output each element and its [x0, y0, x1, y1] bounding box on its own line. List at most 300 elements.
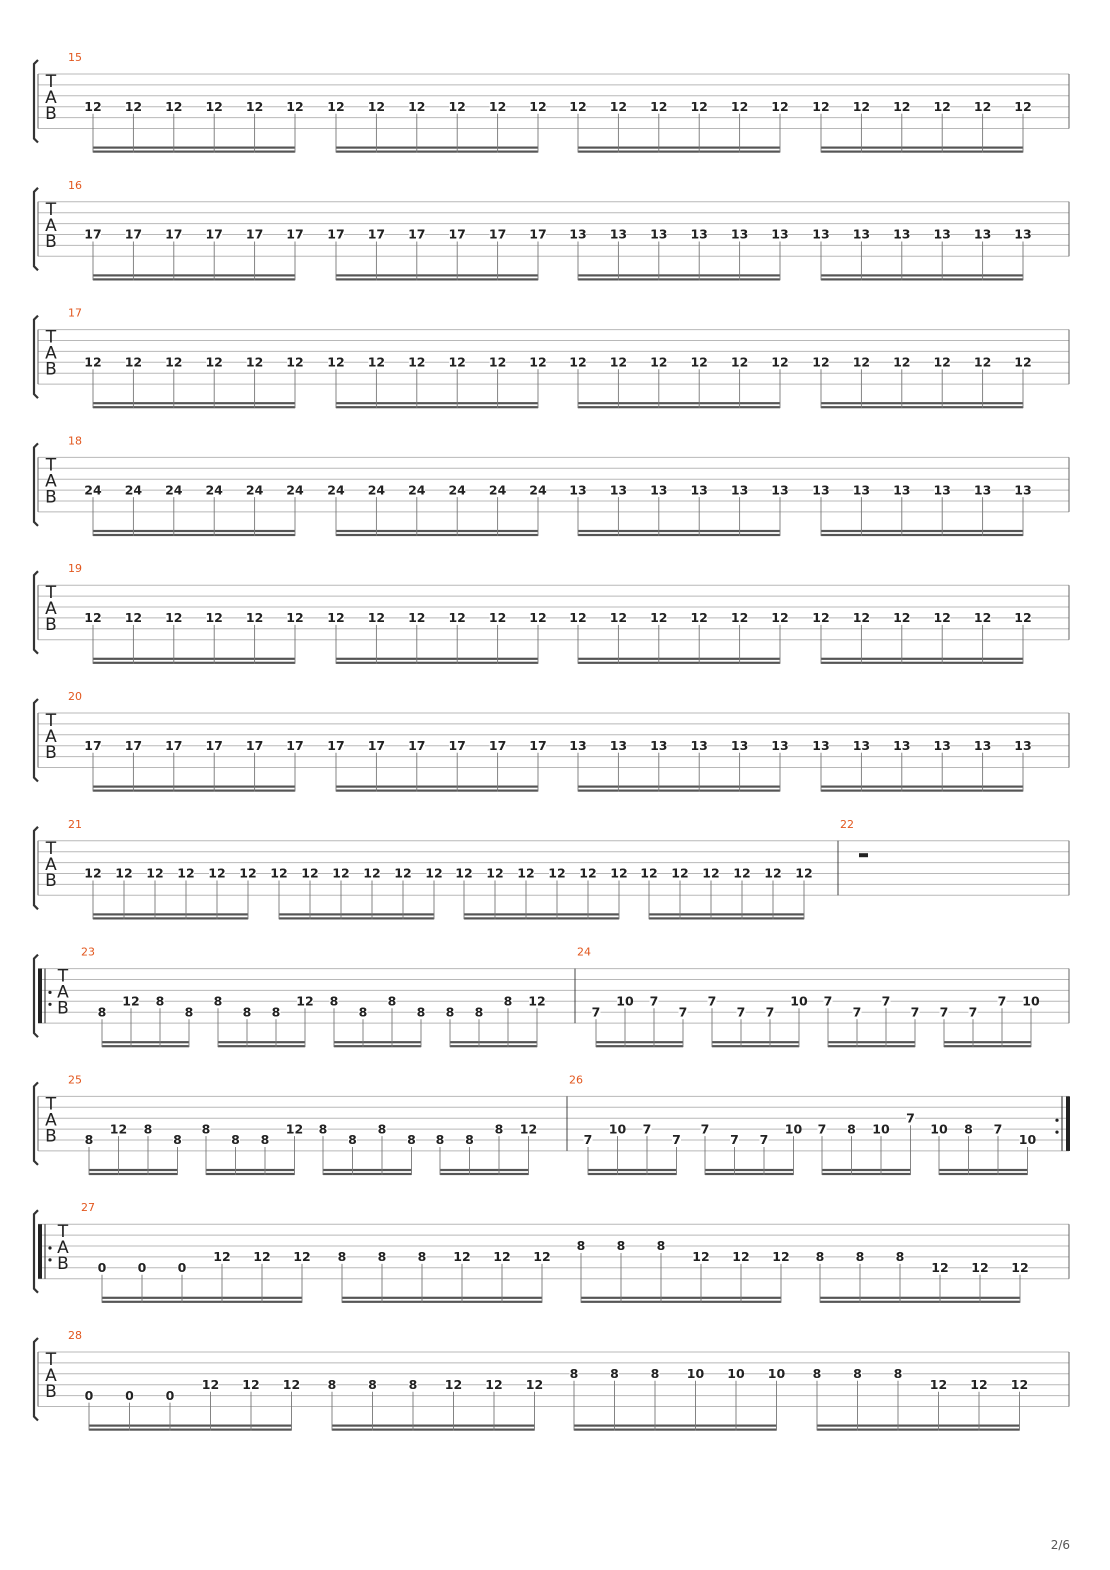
tab-clef-letter: B — [45, 743, 57, 763]
fret-number: 17 — [245, 226, 264, 242]
fret-number: 7 — [817, 1121, 827, 1137]
beam — [102, 1041, 189, 1043]
fret-number: 13 — [650, 737, 668, 753]
beam — [336, 278, 538, 280]
fret-number: 7 — [707, 993, 717, 1009]
fret-number: 12 — [812, 354, 830, 370]
beam — [332, 1429, 535, 1431]
beam — [89, 1173, 178, 1175]
beam — [336, 790, 538, 792]
fret-number: 12 — [690, 354, 708, 370]
fret-number: 8 — [271, 1004, 281, 1020]
beam — [705, 1169, 794, 1171]
tab-clef-letter: T — [45, 72, 57, 92]
fret-number: 13 — [852, 482, 871, 498]
fret-number: 8 — [616, 1238, 626, 1254]
fret-number: 12 — [205, 98, 223, 114]
tab-clef-letter: A — [45, 854, 57, 875]
fret-number: 12 — [448, 610, 466, 626]
tab-clef-letter: B — [45, 615, 57, 636]
fret-number: 12 — [690, 610, 708, 626]
fret-number: 12 — [795, 865, 813, 881]
fret-number: 0 — [177, 1260, 187, 1275]
fret-number: 12 — [408, 98, 426, 114]
fret-number: 12 — [444, 1376, 463, 1392]
tab-system — [34, 1073, 1070, 1175]
tab-clef-letter: B — [57, 1254, 69, 1275]
fret-number: 12 — [245, 610, 264, 626]
beam — [939, 1169, 1028, 1171]
fret-number: 13 — [650, 482, 668, 498]
repeat-dot — [1055, 1131, 1058, 1134]
fret-number: 7 — [997, 993, 1007, 1009]
fret-number: 8 — [213, 993, 223, 1009]
fret-number: 12 — [296, 993, 314, 1009]
fret-number: 24 — [245, 482, 264, 498]
system-bracket-icon — [34, 955, 38, 1038]
fret-number: 8 — [855, 1249, 865, 1265]
beam — [440, 1169, 529, 1171]
beam — [588, 1173, 677, 1175]
fret-number: 12 — [488, 610, 507, 626]
fret-number: 17 — [165, 737, 183, 753]
fret-number: 12 — [650, 610, 668, 626]
beam — [89, 1425, 292, 1427]
beam — [821, 278, 1023, 280]
fret-number: 7 — [583, 1132, 593, 1148]
fret-number: 7 — [678, 1004, 688, 1020]
fret-number: 12 — [488, 98, 507, 114]
fret-number: 7 — [672, 1132, 681, 1148]
beam — [450, 1045, 537, 1047]
measure-number: 16 — [68, 178, 82, 192]
fret-number: 13 — [852, 737, 871, 753]
fret-number: 12 — [1014, 98, 1032, 114]
fret-number: 24 — [488, 482, 507, 498]
fret-number: 8 — [408, 1376, 418, 1392]
fret-number: 24 — [286, 482, 304, 498]
beam — [93, 147, 295, 149]
beam — [705, 1173, 794, 1175]
fret-number: 8 — [173, 1132, 182, 1148]
beam — [336, 151, 538, 153]
fret-number: 13 — [893, 482, 911, 498]
beam — [334, 1041, 421, 1043]
tab-clef-letter: T — [57, 966, 69, 987]
fret-number: 12 — [253, 1249, 271, 1265]
fret-number: 0 — [137, 1260, 147, 1275]
beam — [279, 917, 434, 919]
fret-number: 8 — [893, 1366, 903, 1381]
fret-number: 8 — [377, 1249, 387, 1265]
fret-number: 7 — [852, 1004, 862, 1020]
beam — [578, 662, 780, 664]
fret-number: 12 — [327, 610, 345, 626]
fret-number: 7 — [736, 1004, 746, 1020]
beam — [578, 402, 780, 404]
fret-number: 13 — [569, 482, 587, 498]
fret-number: 12 — [425, 865, 443, 881]
fret-number: 8 — [184, 1004, 194, 1020]
beam — [102, 1045, 189, 1047]
fret-number: 13 — [933, 737, 951, 753]
fret-number: 12 — [367, 98, 386, 114]
fret-number: 13 — [690, 226, 708, 242]
beam — [828, 1041, 915, 1043]
fret-number: 8 — [650, 1366, 660, 1381]
measure-number: 25 — [68, 1073, 82, 1087]
fret-number: 17 — [448, 737, 466, 753]
fret-number: 12 — [929, 1376, 948, 1392]
fret-number: 12 — [671, 865, 689, 881]
fret-number: 12 — [812, 98, 830, 114]
fret-number: 13 — [730, 737, 749, 753]
repeat-dot — [48, 1246, 51, 1249]
beam — [822, 1169, 911, 1171]
beam — [93, 662, 295, 664]
tab-clef-letter: B — [45, 1126, 57, 1147]
tab-clef-letter: T — [45, 199, 57, 220]
tab-clef-letter: T — [45, 838, 57, 859]
tab-clef-letter: B — [45, 1382, 57, 1402]
fret-number: 12 — [486, 865, 504, 881]
fret-number: 12 — [488, 354, 507, 370]
fret-number: 13 — [650, 226, 668, 242]
fret-number: 12 — [519, 1121, 538, 1137]
fret-number: 12 — [453, 1249, 471, 1265]
fret-number: 8 — [242, 1004, 252, 1020]
system-bracket-icon — [34, 1338, 38, 1421]
tab-system — [34, 1329, 1069, 1431]
beam — [821, 786, 1023, 788]
fret-number: 17 — [367, 737, 386, 753]
fret-number: 17 — [488, 737, 507, 753]
tab-system — [34, 1201, 1069, 1303]
fret-number: 8 — [260, 1132, 270, 1148]
beam — [206, 1173, 295, 1175]
fret-number: 12 — [177, 865, 195, 881]
fret-number: 12 — [124, 98, 143, 114]
beam — [578, 534, 780, 536]
fret-number: 12 — [301, 865, 319, 881]
beam — [578, 658, 780, 660]
fret-number: 8 — [494, 1121, 504, 1137]
fret-number: 10 — [616, 993, 634, 1009]
tab-clef-letter: A — [45, 599, 57, 620]
fret-number: 12 — [933, 610, 951, 626]
fret-number: 12 — [529, 354, 547, 370]
repeat-start-icon — [38, 1224, 42, 1279]
fret-number: 12 — [579, 865, 597, 881]
fret-number: 12 — [973, 354, 992, 370]
fret-number: 12 — [448, 354, 466, 370]
fret-number: 24 — [165, 482, 183, 498]
repeat-dot — [48, 1258, 51, 1261]
fret-number: 8 — [348, 1132, 357, 1148]
tab-clef-letter: T — [45, 583, 57, 604]
tab-clef-letter: B — [45, 359, 57, 380]
beam — [944, 1045, 1031, 1047]
fret-number: 12 — [569, 354, 587, 370]
fret-number: 0 — [125, 1387, 134, 1403]
fret-number: 8 — [97, 1004, 107, 1020]
fret-number: 12 — [367, 610, 386, 626]
fret-number: 10 — [784, 1121, 803, 1137]
tab-system — [34, 307, 1069, 409]
system-bracket-icon — [34, 188, 38, 270]
fret-number: 12 — [84, 865, 102, 881]
fret-number: 12 — [208, 865, 226, 881]
system-bracket-icon — [34, 1210, 38, 1293]
fret-number: 13 — [852, 226, 871, 242]
beam — [939, 1173, 1028, 1175]
beam — [588, 1169, 677, 1171]
fret-number: 12 — [332, 865, 350, 881]
tab-system — [34, 179, 1069, 281]
fret-number: 12 — [109, 1121, 128, 1137]
fret-number: 12 — [893, 354, 911, 370]
fret-number: 10 — [872, 1121, 890, 1137]
fret-number: 12 — [270, 865, 288, 881]
fret-number: 7 — [642, 1121, 652, 1137]
fret-number: 8 — [407, 1132, 416, 1148]
fret-number: 8 — [84, 1132, 94, 1148]
fret-number: 12 — [852, 98, 871, 114]
fret-number: 13 — [569, 226, 587, 242]
fret-number: 8 — [895, 1249, 905, 1265]
beam — [93, 278, 295, 280]
fret-number: 10 — [727, 1366, 745, 1381]
fret-number: 12 — [1014, 354, 1032, 370]
fret-number: 12 — [213, 1249, 231, 1265]
beam — [93, 790, 295, 792]
fret-number: 17 — [124, 737, 143, 753]
beam — [578, 147, 780, 149]
fret-number: 8 — [435, 1132, 445, 1148]
fret-number: 12 — [525, 1376, 544, 1392]
fret-number: 13 — [973, 737, 992, 753]
fret-number: 24 — [408, 482, 426, 498]
beam — [336, 530, 538, 532]
fret-number: 8 — [445, 1004, 455, 1020]
fret-number: 12 — [548, 865, 566, 881]
beam — [581, 1297, 781, 1299]
fret-number: 8 — [143, 1121, 153, 1137]
fret-number: 8 — [417, 1249, 427, 1265]
fret-number: 24 — [205, 482, 223, 498]
measure-number: 18 — [68, 434, 82, 448]
fret-number: 12 — [893, 610, 911, 626]
measure-number: 23 — [81, 945, 95, 959]
fret-number: 12 — [702, 865, 720, 881]
fret-number: 13 — [1014, 482, 1032, 498]
beam — [450, 1041, 537, 1043]
fret-number: 7 — [939, 1004, 949, 1020]
fret-number: 8 — [569, 1366, 579, 1381]
repeat-end-icon — [1066, 1096, 1070, 1151]
fret-number: 12 — [771, 354, 789, 370]
fret-number: 13 — [609, 482, 628, 498]
tab-clef-letter: T — [45, 1350, 57, 1370]
fret-number: 17 — [367, 226, 386, 242]
tab-system — [34, 946, 1069, 1048]
fret-number: 13 — [771, 226, 789, 242]
fret-number: 12 — [115, 865, 133, 881]
fret-number: 17 — [408, 737, 426, 753]
beam — [93, 406, 295, 408]
fret-number: 13 — [1014, 737, 1032, 753]
fret-number: 12 — [893, 98, 911, 114]
tab-clef-letter: A — [57, 982, 69, 1003]
fret-number: 12 — [1011, 1260, 1029, 1275]
beam — [578, 786, 780, 788]
beam — [574, 1425, 777, 1427]
fret-number: 12 — [610, 865, 628, 881]
beam — [218, 1045, 305, 1047]
fret-number: 12 — [640, 865, 658, 881]
fret-number: 24 — [448, 482, 466, 498]
beam — [822, 1173, 911, 1175]
fret-number: 12 — [493, 1249, 511, 1265]
fret-number: 12 — [327, 354, 345, 370]
fret-number: 13 — [609, 226, 628, 242]
fret-number: 12 — [124, 354, 143, 370]
fret-number: 13 — [569, 737, 587, 753]
fret-number: 13 — [812, 737, 830, 753]
beam — [323, 1169, 412, 1171]
beam — [336, 274, 538, 276]
beam — [821, 658, 1023, 660]
fret-number: 8 — [474, 1004, 484, 1020]
fret-number: 12 — [245, 354, 264, 370]
fret-number: 12 — [730, 98, 749, 114]
fret-number: 12 — [84, 610, 102, 626]
system-bracket-icon — [34, 316, 38, 399]
fret-number: 17 — [245, 737, 264, 753]
fret-number: 12 — [533, 1249, 551, 1265]
fret-number: 7 — [906, 1110, 915, 1126]
fret-number: 12 — [528, 993, 546, 1009]
system-bracket-icon — [34, 571, 38, 654]
repeat-start-icon — [38, 969, 42, 1024]
fret-number: 12 — [973, 98, 992, 114]
tab-clef-letter: T — [45, 455, 57, 476]
fret-number: 12 — [730, 354, 749, 370]
measure-number: 26 — [569, 1073, 583, 1087]
whole-rest-icon — [859, 853, 868, 857]
fret-number: 12 — [285, 1121, 304, 1137]
beam — [578, 278, 780, 280]
beam — [828, 1045, 915, 1047]
fret-number: 12 — [650, 354, 668, 370]
fret-number: 17 — [286, 226, 304, 242]
fret-number: 12 — [84, 354, 102, 370]
fret-number: 13 — [933, 226, 951, 242]
beam — [578, 530, 780, 532]
beam — [336, 658, 538, 660]
fret-number: 12 — [933, 98, 951, 114]
fret-number: 17 — [488, 226, 507, 242]
beam — [821, 534, 1023, 536]
system-bracket-icon — [34, 60, 38, 143]
fret-number: 12 — [408, 610, 426, 626]
repeat-dot — [48, 1003, 51, 1006]
tab-system — [34, 818, 1069, 920]
fret-number: 24 — [124, 482, 143, 498]
repeat-dot — [1055, 1119, 1058, 1122]
fret-number: 7 — [730, 1132, 739, 1148]
fret-number: 10 — [930, 1121, 948, 1137]
beam — [944, 1041, 1031, 1043]
fret-number: 12 — [165, 610, 183, 626]
fret-number: 8 — [964, 1121, 973, 1137]
beam — [336, 786, 538, 788]
beam — [821, 406, 1023, 408]
fret-number: 12 — [732, 1249, 750, 1265]
fret-number: 7 — [765, 1004, 775, 1020]
fret-number: 8 — [318, 1121, 328, 1137]
tab-system — [34, 562, 1069, 664]
system-bracket-icon — [34, 699, 38, 782]
beam — [821, 151, 1023, 153]
fret-number: 10 — [790, 993, 808, 1009]
tab-clef-letter: B — [57, 998, 69, 1019]
beam — [279, 913, 434, 915]
beam — [89, 1429, 292, 1431]
beam — [821, 402, 1023, 404]
fret-number: 12 — [286, 610, 304, 626]
beam — [336, 534, 538, 536]
fret-number: 8 — [368, 1376, 377, 1392]
fret-number: 13 — [730, 482, 749, 498]
fret-number: 13 — [893, 226, 911, 242]
beam — [93, 402, 295, 404]
fret-number: 10 — [1018, 1132, 1037, 1148]
tab-clef-letter: A — [45, 215, 57, 236]
fret-number: 12 — [517, 865, 535, 881]
beam — [821, 274, 1023, 276]
fret-number: 8 — [576, 1238, 586, 1254]
fret-number: 0 — [84, 1387, 94, 1403]
fret-number: 12 — [1010, 1376, 1029, 1392]
measure-number: 20 — [68, 690, 82, 703]
fret-number: 12 — [363, 865, 381, 881]
tab-clef-letter: B — [45, 231, 57, 252]
fret-number: 7 — [910, 1004, 920, 1020]
fret-number: 8 — [610, 1366, 619, 1381]
fret-number: 12 — [733, 865, 751, 881]
beam — [464, 917, 619, 919]
beam — [440, 1173, 529, 1175]
fret-number: 17 — [165, 226, 183, 242]
fret-number: 12 — [529, 610, 547, 626]
beam — [93, 530, 295, 532]
fret-number: 13 — [893, 737, 911, 753]
fret-number: 13 — [812, 226, 830, 242]
fret-number: 8 — [416, 1004, 426, 1020]
beam — [574, 1429, 777, 1431]
measure-number: 27 — [81, 1201, 95, 1215]
fret-number: 12 — [692, 1249, 710, 1265]
fret-number: 12 — [239, 865, 257, 881]
fret-number: 0 — [165, 1387, 175, 1403]
beam — [336, 406, 538, 408]
beam — [93, 913, 248, 915]
fret-number: 12 — [205, 354, 223, 370]
fret-number: 12 — [569, 610, 587, 626]
fret-number: 12 — [771, 610, 789, 626]
beam — [578, 151, 780, 153]
